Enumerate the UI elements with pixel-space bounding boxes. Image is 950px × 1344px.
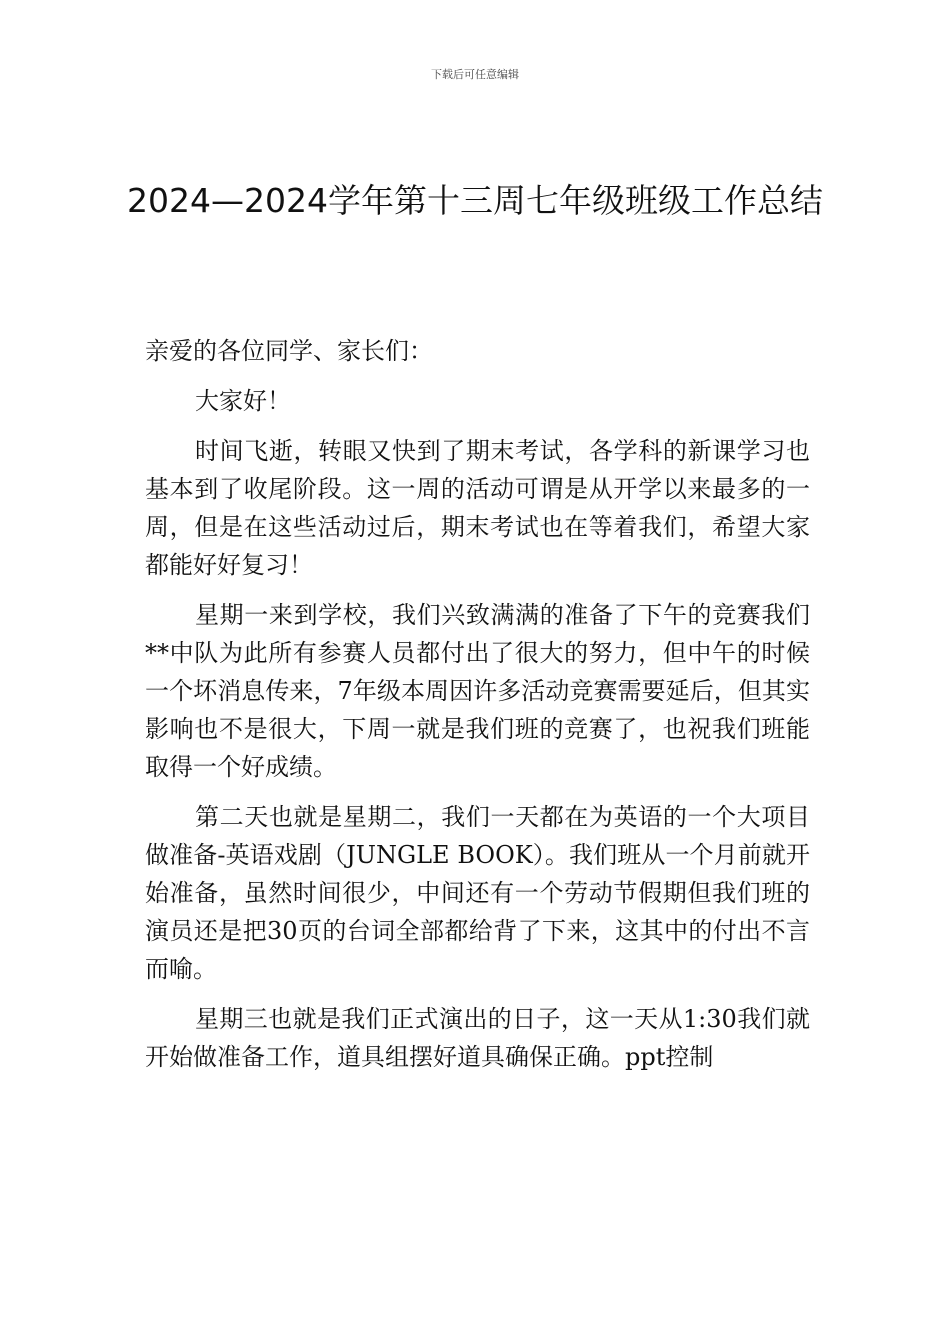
paragraph: 第二天也就是星期二，我们一天都在为英语的一个大项目做准备-英语戏剧（JUNGLE BOOK）。我们班从一个月前就开始准备，虽然时间很少，中间还有一个劳动节假期但我们班的演员还是把30页的台词全部都给背了下来，这其中的付出不言而喻。: [145, 803, 810, 983]
document-title: 2024—2024学年第十三周七年级班级工作总结: [127, 181, 823, 220]
paragraph: 时间飞逝，转眼又快到了期末考试，各学科的新课学习也基本到了收尾阶段。这一周的活动可谓是从开学以来最多的一周，但是在这些活动过后，期末考试也在等着我们，希望大家都能好好复习！: [145, 437, 810, 579]
page-header-note: 下载后可任意编辑: [431, 68, 519, 81]
document-body: [145, 332, 810, 1088]
paragraph: 星期三也就是我们正式演出的日子，这一天从1:30我们就开始做准备工作，道具组摆好道具确保正确。ppt控制: [145, 1005, 810, 1071]
salutation: 亲爱的各位同学、家长们：: [145, 337, 433, 365]
paragraph: 星期一来到学校，我们兴致满满的准备了下午的竞赛我们**中队为此所有参赛人员都付出了很大的努力，但中午的时候一个坏消息传来，7年级本周因许多活动竞赛需要延后，但其实影响也不是很大，下周一就是我们班的竞赛了，也祝我们班能取得一个好成绩。: [145, 601, 810, 781]
greeting: 大家好！: [195, 387, 291, 415]
